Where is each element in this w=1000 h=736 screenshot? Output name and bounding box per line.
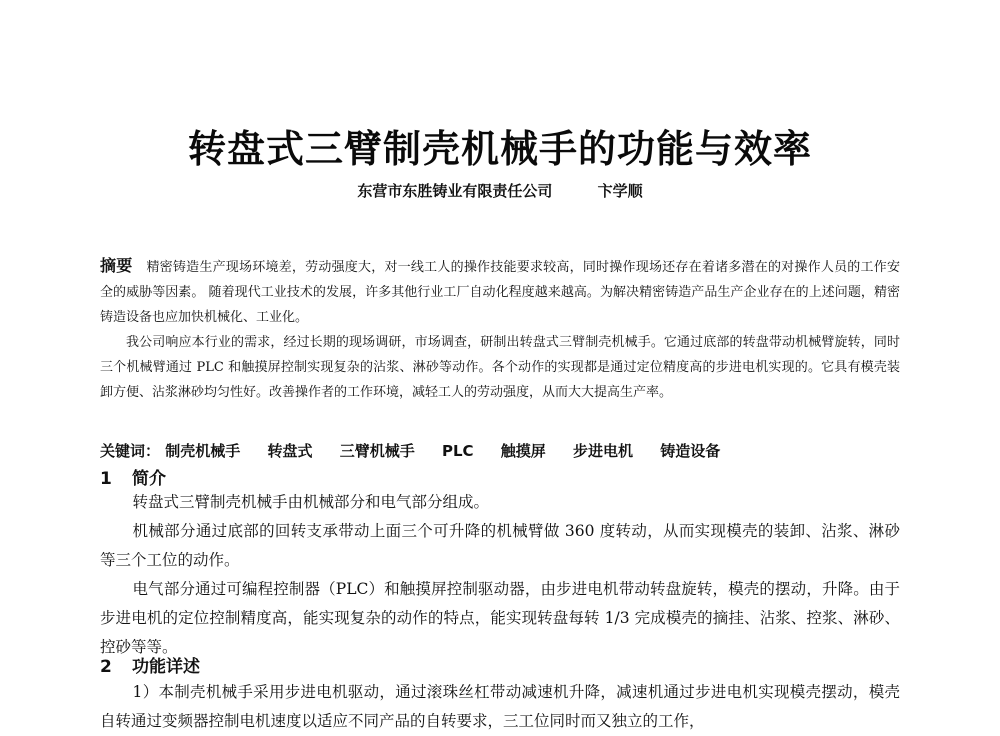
keyword: 触摸屏 <box>500 442 546 460</box>
keywords <box>100 440 900 461</box>
body-paragraph: 转盘式三臂制壳机械手由机械部分和电气部分组成。 <box>132 493 490 511</box>
section-body-intro <box>100 488 900 662</box>
section-number: 2 <box>100 657 112 677</box>
abstract-label: 摘要 <box>100 256 133 275</box>
section-heading-intro <box>100 464 166 489</box>
keywords-label: 关键词： <box>100 442 161 460</box>
keyword: 铸造设备 <box>660 442 721 460</box>
body-paragraph: 1）本制壳机械手采用步进电机驱动，通过滚珠丝杠带动减速机升降，减速机通过步进电机实现模壳摆动，模壳自转通过变频器控制电机速度以适应不同产品的自转要求，三工位同时而又独立的工作， <box>100 683 900 730</box>
section-number: 1 <box>100 469 112 489</box>
keyword: 制壳机械手 <box>165 442 241 460</box>
section-title: 功能详述 <box>132 657 200 677</box>
abstract-paragraph-1 <box>100 253 900 330</box>
body-paragraph: 电气部分通过可编程控制器（PLC）和触摸屏控制驱动器，由步进电机带动转盘旋转，模壳的摆动，升降。由于步进电机的定位控制精度高，能实现复杂的动作的特点，能实现转盘每转 1/3 完成模壳的摘挂、沾浆、控浆、淋砂、控砂等等。 <box>100 580 900 656</box>
section-heading-functions <box>100 652 200 677</box>
affiliation: 东营市东胜铸业有限责任公司 <box>357 182 553 200</box>
byline <box>0 180 1000 201</box>
section-title: 简介 <box>132 469 166 489</box>
keyword: 三臂机械手 <box>339 442 415 460</box>
keyword: 步进电机 <box>573 442 634 460</box>
keyword: PLC <box>442 442 474 460</box>
body-paragraph: 机械部分通过底部的回转支承带动上面三个可升降的机械臂做 360 度转动，从而实现模壳的装卸、沾浆、淋砂等三个工位的动作。 <box>100 522 900 569</box>
abstract-paragraph-2: 我公司响应本行业的需求，经过长期的现场调研，市场调查，研制出转盘式三臂制壳机械手。它通过底部的转盘带动机械臂旋转，同时三个机械臂通过 PLC 和触摸屏控制实现复杂的沾浆、淋砂等动作。各个动作的实现都是通过定位精度高的步进电机实现的。它具有模壳装卸方便、沾浆淋砂均匀性好。改善操作者的工作环境，减轻工人的劳动强度，从而大大提高生产率。 <box>100 335 900 400</box>
abstract <box>100 253 900 405</box>
keyword: 转盘式 <box>267 442 313 460</box>
section-body-functions <box>100 678 900 736</box>
abstract-text-1: 精密铸造生产现场环境差，劳动强度大，对一线工人的操作技能要求较高，同时操作现场还存在着诸多潜在的对操作人员的工作安全的威胁等因素。 随着现代工业技术的发展，许多其他行业工厂自动化程度越来越高。为解决精密铸造产品生产企业存在的上述问题，精密铸造设备也应加快机械化、工业化。 <box>100 260 900 325</box>
author: 卞学顺 <box>597 182 643 200</box>
paper-title: 转盘式三臂制壳机械手的功能与效率 <box>187 127 812 171</box>
